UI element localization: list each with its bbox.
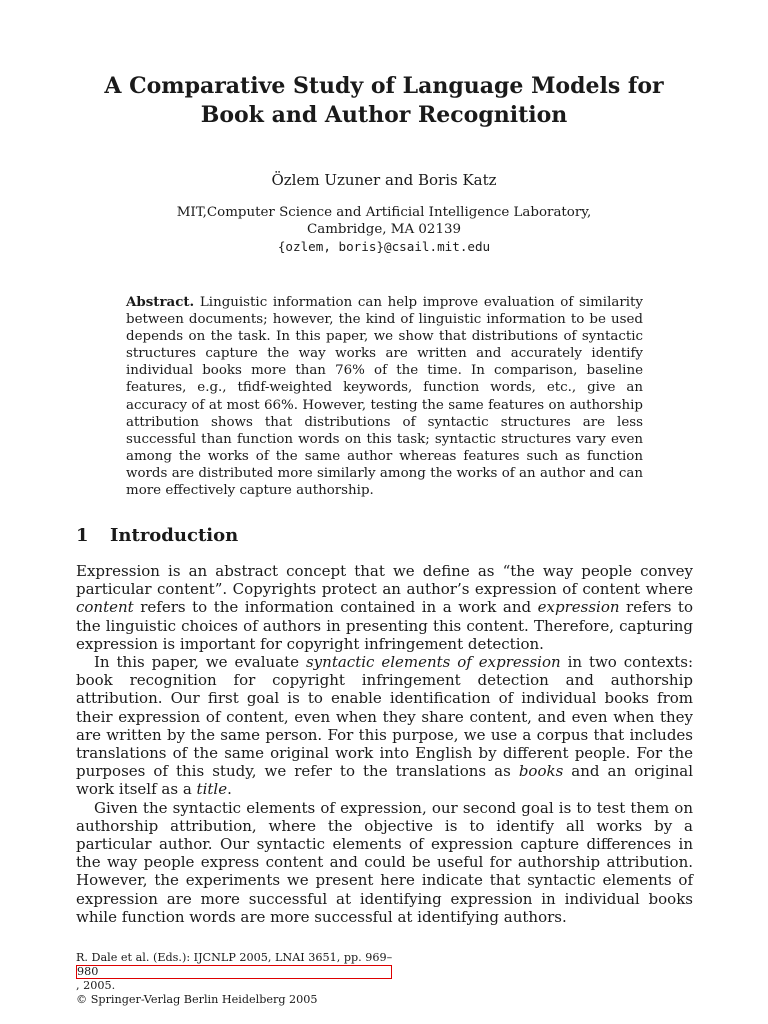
section-number: 1 [76,525,89,546]
section-heading [76,524,238,548]
affiliation-line-1: MIT,Computer Science and Artificial Intelligence Laboratory, [176,205,592,220]
paragraph-2 [76,653,693,799]
abstract-label: Abstract. [126,294,195,310]
author-names: Özlem Uzuner and Boris Katz [271,171,497,189]
paragraph-2-text-d: . [227,780,232,799]
page-range-link[interactable]: 980 [76,965,392,979]
author-email: {ozlem, boris}@csail.mit.edu [277,239,491,254]
citation-text-a: R. Dale et al. (Eds.): IJCNLP 2005, LNAI 3651, pp. 969– [76,951,393,964]
paragraph-1-text-b: refers to the information contained in a work and [133,598,538,617]
paragraph-2-text-c: and an original work itself as a [76,762,693,799]
paragraph-2-text-b: in two contexts: book recognition for copyright infringement detection and authorship attribution. Our first goal is to enable identification of individual books from their expression of content, even when they share content, and even when they are written by the same person. For this purpose, we use a corpus that includes translations of the same original work into English by different people. For the purposes of this study, we refer to the translations as [76,653,693,781]
copyright-line: © Springer-Verlag Berlin Heidelberg 2005 [76,993,318,1006]
term-books: books [518,762,564,781]
paragraph-1-text-a: Expression is an abstract concept that we define as “the way people convey particular content”. Copyrights protect an author’s expression of content where [76,562,693,599]
term-content: content [76,598,134,617]
page-footer [76,951,392,1007]
term-expression: expression [537,598,620,617]
affiliation-line-2: Cambridge, MA 02139 [307,222,461,237]
citation-line [76,951,392,993]
introduction-body [76,562,693,926]
section-title: Introduction [110,525,239,546]
abstract [126,294,643,499]
paragraph-2-text-a: In this paper, we evaluate [94,653,306,672]
paper-title [60,72,708,130]
term-syntactic-elements: syntactic elements of expression [305,653,561,672]
affiliation-block [60,204,708,255]
title-line-2: Book and Author Recognition [200,102,568,128]
abstract-text: Linguistic information can help improve evaluation of similarity between documents; however, the kind of linguistic information to be used depends on the task. In this paper, we show that distributions of syntactic structures capture the way works are written and accurately identify individual books more than 76% of the time. In comparison, baseline features, e.g., tfidf-weighted keywords, function words, etc., give an accuracy of at most 66%. However, testing the same features on authorship attribution shows that distributions of syntactic structures are less successful than function words on this task; syntactic structures vary even among the works of the same author whereas features such as function words are distributed more similarly among the works of an author and can more effectively capture authorship. [126,295,643,499]
paragraph-3: Given the syntactic elements of expression, our second goal is to test them on authorship attribution, where the objective is to identify all works by a particular author. Our syntactic elements of expression capture differences in the way people express content and could be useful for authorship attribution. However, the experiments we present here indicate that syntactic elements of expression are more successful at identifying expression in individual books while function words are more successful at identifying authors. [76,798,693,926]
citation-text-b: , 2005. [76,979,116,992]
title-line-1: A Comparative Study of Language Models for [104,73,664,99]
paragraph-1 [76,562,693,653]
term-title: title [196,780,228,799]
paragraph-1-text-c: refers to the linguistic choices of authors in presenting this content. Therefore, capturing expression is important for copyright infringement detection. [76,598,693,653]
